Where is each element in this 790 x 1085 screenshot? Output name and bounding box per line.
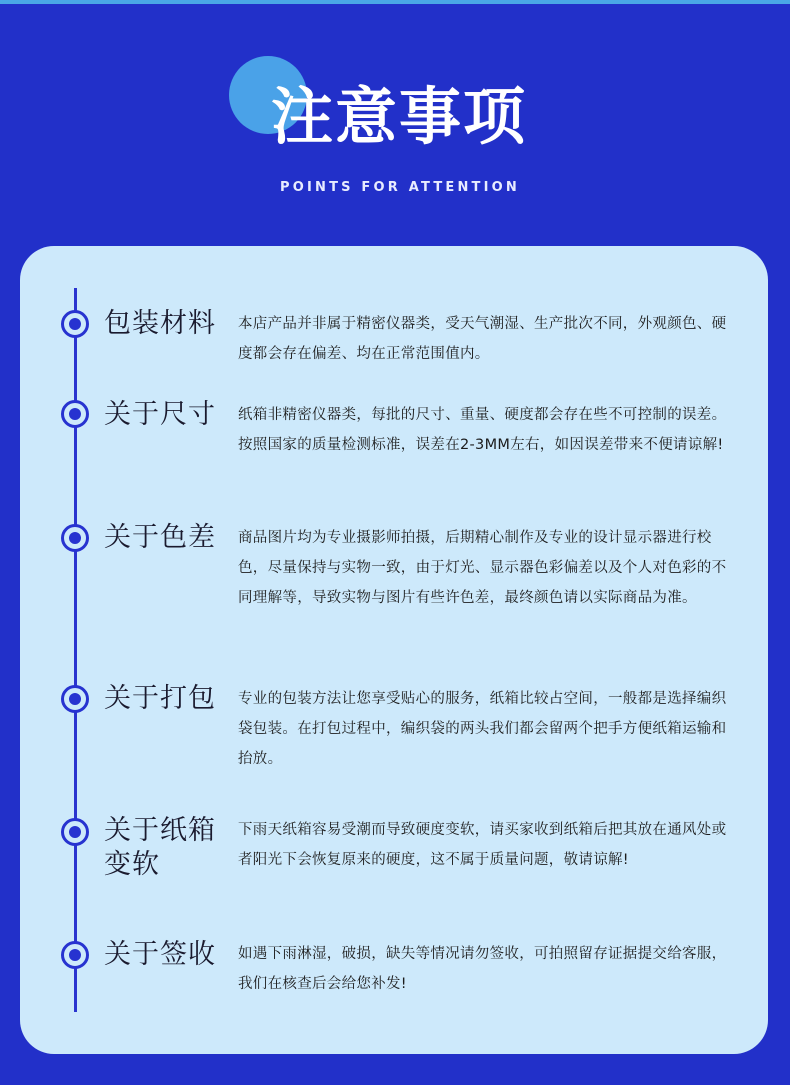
item-text: 专业的包装方法让您享受贴心的服务，纸箱比较占空间，一般都是选择编织袋包装。在打包过程中，编织袋的两头我们都会留两个把手方便纸箱运输和抬放。 [238,691,727,767]
header [0,0,790,240]
timeline-dot-icon [61,524,89,552]
item-text: 下雨天纸箱容易受潮而导致硬度变软，请买家收到纸箱后把其放在通风处或者阳光下会恢复原来的硬度，这不属于质量问题，敬请谅解! [238,822,727,868]
timeline-dot-icon [61,400,89,428]
timeline-line [74,288,77,1012]
page-subtitle: POINTS FOR ATTENTION [279,180,520,195]
timeline-dot-icon [61,310,89,338]
timeline-dot-icon [61,685,89,713]
item-text: 商品图片均为专业摄影师拍摄，后期精心制作及专业的设计显示器进行校色，尽量保持与实物一致，由于灯光、显示器色彩偏差以及个人对色彩的不同理解等，导致实物与图片有些许色差，最终颜色请以实际商品为准。 [238,530,727,606]
item-title: 关于签收 [104,939,216,970]
timeline-dot-icon [61,941,89,969]
item-title: 关于尺寸 [104,399,216,430]
item-text: 本店产品并非属于精密仪器类，受天气潮湿、生产批次不同，外观颜色、硬度都会存在偏差、均在正常范围值内。 [238,316,727,362]
item-text: 如遇下雨淋湿，破损，缺失等情况请勿签收，可拍照留存证据提交给客服，我们在核查后会给您补发! [238,946,727,992]
timeline-dot-icon [61,818,89,846]
page-title: 注意事项 [270,80,527,153]
item-title: 包装材料 [104,308,216,339]
item-title: 关于打包 [104,683,216,714]
item-text: 纸箱非精密仪器类，每批的尺寸、重量、硬度都会存在些不可控制的误差。按照国家的质量检测标准，误差在2-3MM左右，如因误差带来不便请谅解! [238,407,727,453]
item-title: 关于色差 [104,522,216,553]
item-title: 关于纸箱变软 [104,815,216,880]
